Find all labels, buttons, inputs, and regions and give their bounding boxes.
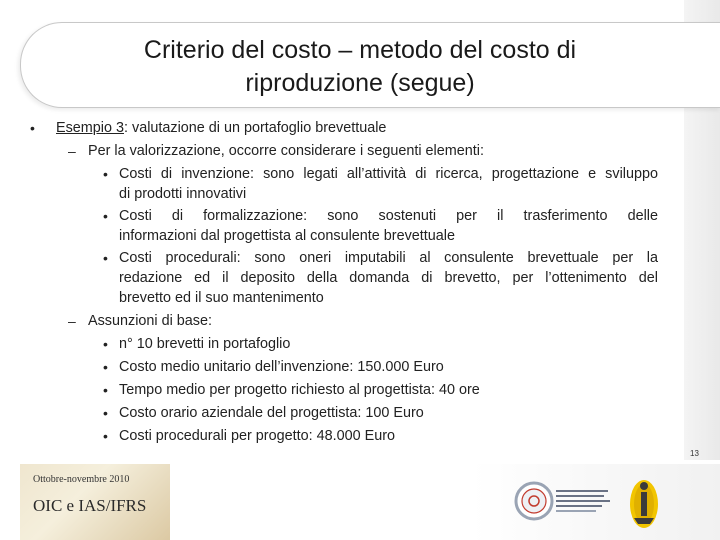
list-item: Tempo medio per progetto richiesto al progettista: 40 ore bbox=[119, 382, 480, 398]
list-item: Costo orario aziendale del progettista: 100 Euro bbox=[119, 405, 424, 421]
bullet: • bbox=[103, 405, 108, 421]
bullet: • bbox=[103, 166, 108, 182]
sub-heading-1: Per la valorizzazione, occorre considerare i seguenti elementi: bbox=[88, 143, 484, 159]
list-item: Costi di invenzione: sono legati all’attività di ricerca, progettazione e sviluppo bbox=[119, 166, 658, 182]
list-item: Costi procedurali per progetto: 48.000 Euro bbox=[119, 428, 395, 444]
list-item: Costi procedurali: sono oneri imputabili al consulente brevettuale per la bbox=[119, 250, 658, 266]
example-label: Esempio 3 bbox=[56, 120, 124, 136]
example-text: : valutazione di un portafoglio brevettuale bbox=[124, 120, 387, 136]
list-item: n° 10 brevetti in portafoglio bbox=[119, 336, 291, 352]
dash: – bbox=[68, 143, 76, 159]
list-item: Costi di formalizzazione: sono sostenuti per il trasferimento delle bbox=[119, 208, 658, 224]
emblem-logo bbox=[624, 474, 664, 532]
list-item-cont: informazioni dal progettista al consulente brevettuale bbox=[119, 228, 455, 244]
bullet: • bbox=[103, 428, 108, 444]
list-item-cont: redazione ed il deposito della domanda di brevetto, per l’ottenimento del bbox=[119, 270, 658, 286]
sub-heading-2: Assunzioni di base: bbox=[88, 313, 212, 329]
dash: – bbox=[68, 313, 76, 329]
page-number: 13 bbox=[690, 449, 699, 458]
bullet: • bbox=[103, 208, 108, 224]
footer-date: Ottobre-novembre 2010 bbox=[33, 474, 130, 485]
title-line-2: riproduzione (segue) bbox=[245, 69, 475, 97]
bullet: • bbox=[103, 250, 108, 266]
footer-brand: OIC e IAS/IFRS bbox=[33, 496, 147, 515]
bullet: • bbox=[103, 382, 108, 398]
bullet: • bbox=[30, 120, 35, 136]
title-line-1: Criterio del costo – metodo del costo di bbox=[143, 36, 577, 64]
slide-title bbox=[60, 34, 660, 100]
bullet: • bbox=[103, 336, 108, 352]
odcec-logo bbox=[512, 478, 624, 524]
list-item: Costo medio unitario dell’invenzione: 150.000 Euro bbox=[119, 359, 444, 375]
list-item-cont: brevetto ed il suo mantenimento bbox=[119, 290, 324, 306]
example-line bbox=[56, 118, 386, 138]
bullet: • bbox=[103, 359, 108, 375]
list-item-cont: di prodotti innovativi bbox=[119, 186, 247, 202]
